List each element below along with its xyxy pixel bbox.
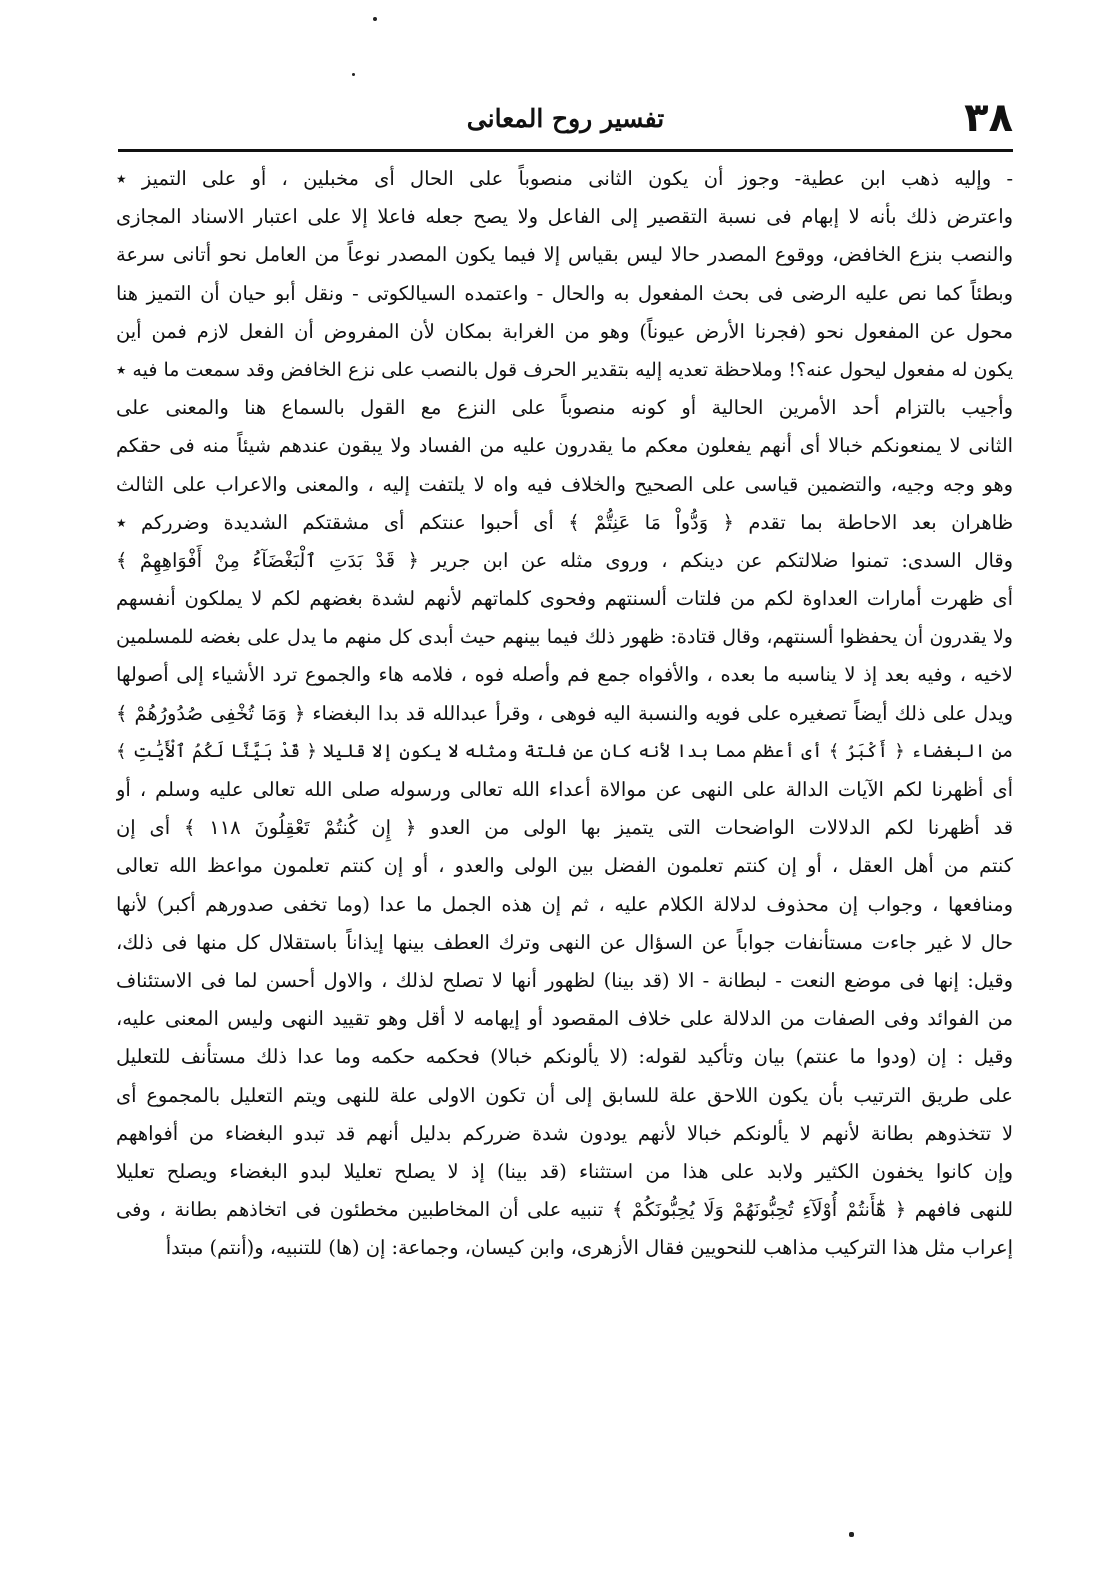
text-line: أى أظهرنا لكم الآيات الدالة على النهى عن موالاة أعداء الله تعالى ورسوله صلى الله تعالى عليه وسلم ، أو xyxy=(116,778,1013,801)
page-header xyxy=(118,92,1013,150)
text-line: من البغضاء ﴿ أَكْبَرُ ﴾ أى أعظم مما بدا لأنه كان عن فلتة ومثله لا يكون إلا قليلا ﴿ قَدْ بَيَّنَّا لَكُمُ ٱلْأَيَٰتِ ﴾ xyxy=(116,740,1013,762)
text-line: وبطئاً كما نص عليه الرضى فى بحث المفعول به والحال - واعتمده السيالكوتى - ونقل أبو حيان أن التميز هنا xyxy=(116,281,1013,305)
text-line: وأجيب بالتزام أحد الأمرين الحالية أو كونه منصوباً على النزع مع القول بالسماع هنا والمعنى على xyxy=(116,396,1013,420)
text-line: وقيل : إن (ودوا ما عنتم) بيان وتأكيد لقوله: (لا يألونكم خبالا) فحكمه حكمه وما عدا ذلك مستأنف للتعليل xyxy=(116,1045,1013,1069)
text-line: محول عن المفعول نحو (فجرنا الأرض عيوناً) وهو من الغرابة بمكان لأن المفروض أن الفعل لازم فمن أين xyxy=(116,319,1013,343)
text-line: ومنافعها ، وجواب إن محذوف لدلالة الكلام عليه ، ثم إن هذه الجمل ما عدا (وما تخفى صدورهم أكبر) لأنها xyxy=(116,892,1013,916)
text-line: قد أظهرنا لكم الدلالات الواضحات التى يتميز بها الولى من العدو ﴿ إِن كُنتُمْ تَعْقِلُونَ ١١٨ ﴾ أى إن xyxy=(116,816,1013,840)
text-line: وهو وجه وجيه، والتضمين قياسى على الصحيح والخلاف فيه واه لا يلتفت إليه ، والمعنى والاعراب على الثالث xyxy=(116,472,1013,496)
text-line: إعراب مثل هذا التركيب مذاهب للنحويين فقال الأزهرى، وابن كيسان، وجماعة: إن (ها) للتنبيه، و(أنتم) مبتدأ xyxy=(165,1236,1013,1260)
text-line: لا تتخذوهم بطانة لأنهم لا يألونكم خبالا لأنهم يودون شدة ضرركم بدليل أنهم قد تبدو البغضاء من أفواههم xyxy=(116,1121,1013,1145)
text-line: ظاهران بعد الاحاطة بما تقدم ﴿ وَدُّواْ مَا عَنِتُّمْ ﴾ أى أحبوا عنتكم أى مشقتكم الشديدة وضرركم ‪٭ xyxy=(116,510,1013,534)
text-line: - وإليه ذهب ابن عطية- وجوز أن يكون الثانى منصوباً على الحال أى مخبلين ، أو على التميز ‪٭ xyxy=(116,167,1013,190)
text-line: للنهى فافهم ﴿ هَٰٓأَنتُمْ أُوْلَآءِ تُحِبُّونَهُمْ وَلَا يُحِبُّونَكُمْ ﴾ تنبيه على أن المخاطبين مخطئون فى اتخاذهم بطانة ، وفى xyxy=(116,1198,1013,1222)
text-line: الثانى لا يمنعونكم خبالا أى أنهم يفعلون معكم ما يقدرون عليه من الفساد ولا يبقون عندهم شيئاً منه فى حقكم xyxy=(116,434,1013,458)
text-line: يكون له مفعول ليحول عنه؟! وملاحظة تعديه إليه بتقدير الحرف قول بالنصب على نزع الخافض وقد سمعت ما فيه ‪٭ xyxy=(116,358,1013,381)
text-line: لاخيه ، وفيه بعد إذ لا يناسبه ما بعده ، والأفواه جمع فم وأصله فوه ، فلامه هاء والجموع ترد الأشياء إلى أصولها xyxy=(116,663,1013,687)
text-line: والنصب بنزع الخافض، ووقوع المصدر حالا ليس بقياس إلا فيما يكون المصدر نوعاً من العامل نحو أتانى سرعة xyxy=(116,243,1013,267)
running-title: تفسير روح المعانى xyxy=(466,104,665,133)
text-line: حال لا غير جاءت مستأنفات جواباً عن السؤال عن النهى وترك العطف بينها إيذاناً باستقلال كل منها فى ذلك، xyxy=(116,930,1013,954)
text-line: وإن كانوا يخفون الكثير ولابد على هذا من استثناء (قد بينا) إذ لا يصلح تعليلا لبدو البغضاء ويصلح تعليلا xyxy=(116,1159,1013,1183)
text-line: على طريق الترتيب بأن يكون اللاحق علة للسابق إلى أن تكون الاولى علة للنهى ويتم التعليل بالمجموع أى xyxy=(116,1083,1013,1107)
scan-speck xyxy=(352,73,355,76)
text-line: واعترض ذلك بأنه لا إبهام فى نسبة التقصير إلى الفاعل ولا يصح جعله فاعلا إلا على اعتبار الاسناد المجازى xyxy=(116,205,1013,229)
page-number: ٣٨ xyxy=(964,95,1013,141)
text-line: من الفوائد وفى الصفات من الدلالة على خلاف المقصود أو إيهامه لا أقل وهو تقييد النهى وليس المعنى عليه، xyxy=(116,1007,1013,1031)
header-rule xyxy=(118,149,1013,152)
text-line: وقيل: إنها فى موضع النعت - لبطانة - الا (قد بينا) لظهور أنها لا تصلح لذلك ، والاول أحسن لما فى الاستئناف xyxy=(116,968,1013,992)
text-line: كنتم من أهل العقل ، أو إن كنتم تعلمون الفضل بين الولى والعدو ، أو إن كنتم تعلمون مواعظ الله تعالى xyxy=(116,854,1013,878)
text-line: أى ظهرت أمارات العداوة لكم من فلتات ألسنتهم وفحوى كلماتهم لأنهم لشدة بغضهم لكم لا يملكون أنفسهم xyxy=(116,587,1013,611)
text-line: ولا يقدرون أن يحفظوا ألسنتهم، وقال قتادة: ظهور ذلك فيما بينهم حيث أبدى كل منهم ما يدل على بغضه للمسلمين xyxy=(116,626,1013,649)
scan-speck xyxy=(373,17,377,21)
text-line: ويدل على ذلك أيضاً تصغيره على فويه والنسبة اليه فوهى ، وقرأ عبدالله قد بدا البغضاء ﴿ وَمَا تُخْفِى صُدُورُهُمْ ﴾ xyxy=(116,701,1013,725)
body-text xyxy=(116,160,1013,1540)
text-line: وقال السدى: تمنوا ضلالتكم عن دينكم ، وروى مثله عن ابن جرير ﴿ قَدْ بَدَتِ ٱلْبَغْضَآءُ مِنْ أَفْوَاهِهِمْ ﴾ xyxy=(116,548,1013,572)
